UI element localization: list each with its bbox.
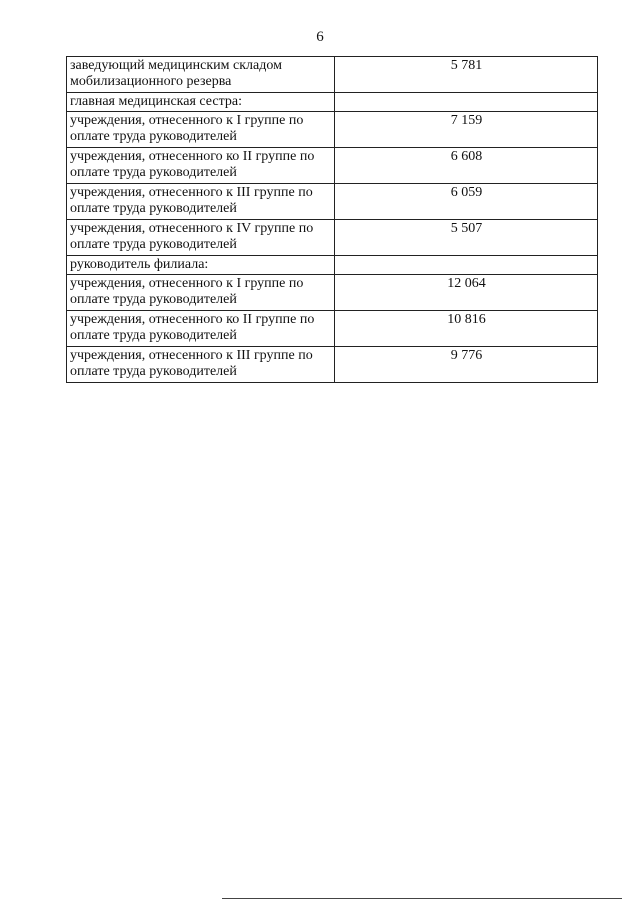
page-number: 6 [316,29,324,45]
position-cell: учреждения, отнесенного к I группе по оплате труда руководителей [67,112,335,148]
table-row [67,57,598,93]
position-cell: учреждения, отнесенного ко II группе по оплате труда руководителей [67,311,335,347]
amount-cell [335,256,598,275]
amount-cell: 7 159 [335,112,598,148]
table-row-group-header [67,256,598,275]
position-cell: учреждения, отнесенного к IV группе по оплате труда руководителей [67,220,335,256]
table-row [67,112,598,148]
table-row [67,275,598,311]
salary-table [66,56,598,383]
footer-divider [222,898,622,899]
table-row [67,148,598,184]
position-cell: учреждения, отнесенного к III группе по оплате труда руководителей [67,184,335,220]
amount-cell [335,93,598,112]
position-cell: учреждения, отнесенного к I группе по оплате труда руководителей [67,275,335,311]
table-row [67,184,598,220]
position-cell: руководитель филиала: [67,256,335,275]
amount-cell: 6 608 [335,148,598,184]
table-row [67,311,598,347]
amount-cell: 9 776 [335,347,598,383]
table-row-group-header [67,93,598,112]
position-cell: заведующий медицинским складом мобилизационного резерва [67,57,335,93]
position-cell: учреждения, отнесенного к III группе по оплате труда руководителей [67,347,335,383]
amount-cell: 5 781 [335,57,598,93]
position-cell: главная медицинская сестра: [67,93,335,112]
table-row [67,347,598,383]
amount-cell: 12 064 [335,275,598,311]
amount-cell: 6 059 [335,184,598,220]
amount-cell: 5 507 [335,220,598,256]
position-cell: учреждения, отнесенного ко II группе по оплате труда руководителей [67,148,335,184]
amount-cell: 10 816 [335,311,598,347]
table-row [67,220,598,256]
